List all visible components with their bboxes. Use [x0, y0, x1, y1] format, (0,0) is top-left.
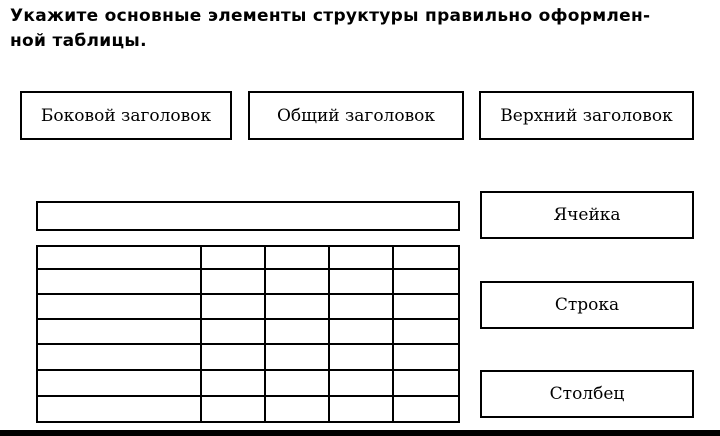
option-top-header[interactable]: Верхний заголовок [479, 91, 694, 140]
table-cell [394, 295, 460, 320]
bottom-rule [0, 430, 720, 436]
option-side-header[interactable]: Боковой заголовок [20, 91, 232, 140]
table-title-placeholder [36, 201, 460, 231]
table-cell [394, 397, 460, 423]
table-cell [330, 345, 394, 371]
table-cell [266, 270, 330, 295]
table-cell [330, 245, 394, 270]
option-common-header[interactable]: Общий заголовок [248, 91, 464, 140]
table-cell [202, 371, 266, 397]
task-line-1: Укажите основные элементы структуры правильно оформлен- [10, 6, 651, 26]
table-cell [36, 270, 202, 295]
table-cell [202, 295, 266, 320]
table-cell [330, 397, 394, 423]
table-cell [266, 295, 330, 320]
table-cell [266, 320, 330, 345]
table-cell [202, 320, 266, 345]
option-row[interactable]: Строка [480, 281, 694, 329]
option-cell[interactable]: Ячейка [480, 191, 694, 239]
table-cell [394, 270, 460, 295]
table-cell [266, 345, 330, 371]
table-cell [202, 270, 266, 295]
task-line-2: ной таблицы. [10, 31, 147, 51]
table-cell [394, 245, 460, 270]
table-cell [36, 295, 202, 320]
table-cell [266, 245, 330, 270]
table-cell [202, 245, 266, 270]
table-cell [330, 270, 394, 295]
table-cell [394, 371, 460, 397]
table-cell [266, 371, 330, 397]
option-column[interactable]: Столбец [480, 370, 694, 418]
table-cell [394, 320, 460, 345]
table-cell [36, 345, 202, 371]
table-cell [36, 397, 202, 423]
table-cell [394, 345, 460, 371]
table-cell [36, 245, 202, 270]
table-cell [202, 397, 266, 423]
table-cell [330, 320, 394, 345]
table-cell [330, 371, 394, 397]
table-cell [202, 345, 266, 371]
table-cell [330, 295, 394, 320]
table-cell [36, 371, 202, 397]
task-text [10, 4, 710, 54]
table-cell [36, 320, 202, 345]
table-cell [266, 397, 330, 423]
table-grid [36, 245, 460, 423]
